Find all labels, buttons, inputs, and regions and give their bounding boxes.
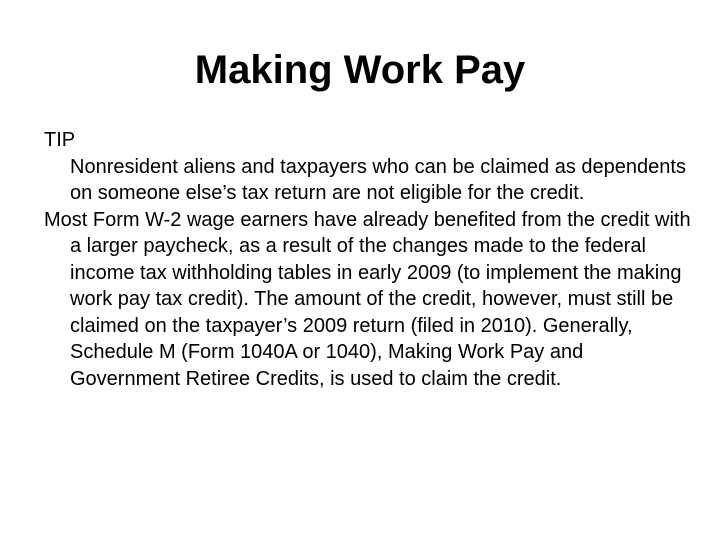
body-paragraph: Most Form W-2 wage earners have already benefited from the credit with a larger paycheck, as a result of the changes made to the federal income tax withholding tables in early 2009 (to implement the making work pay tax credit). The amount of the credit, however, must still be claimed on the taxpayer’s 2009 return (filed in 2010). Generally, Schedule M (Form 1040A or 1040), Making Work Pay and Government Retiree Credits, is used to claim the credit. bbox=[44, 208, 691, 390]
slide-body bbox=[44, 127, 694, 392]
tip-text: Nonresident aliens and taxpayers who can be claimed as dependents on someone else’s tax return are not eligible for the credit. bbox=[70, 155, 686, 204]
slide-title: Making Work Pay bbox=[194, 48, 526, 92]
tip-label: TIP bbox=[44, 129, 76, 151]
